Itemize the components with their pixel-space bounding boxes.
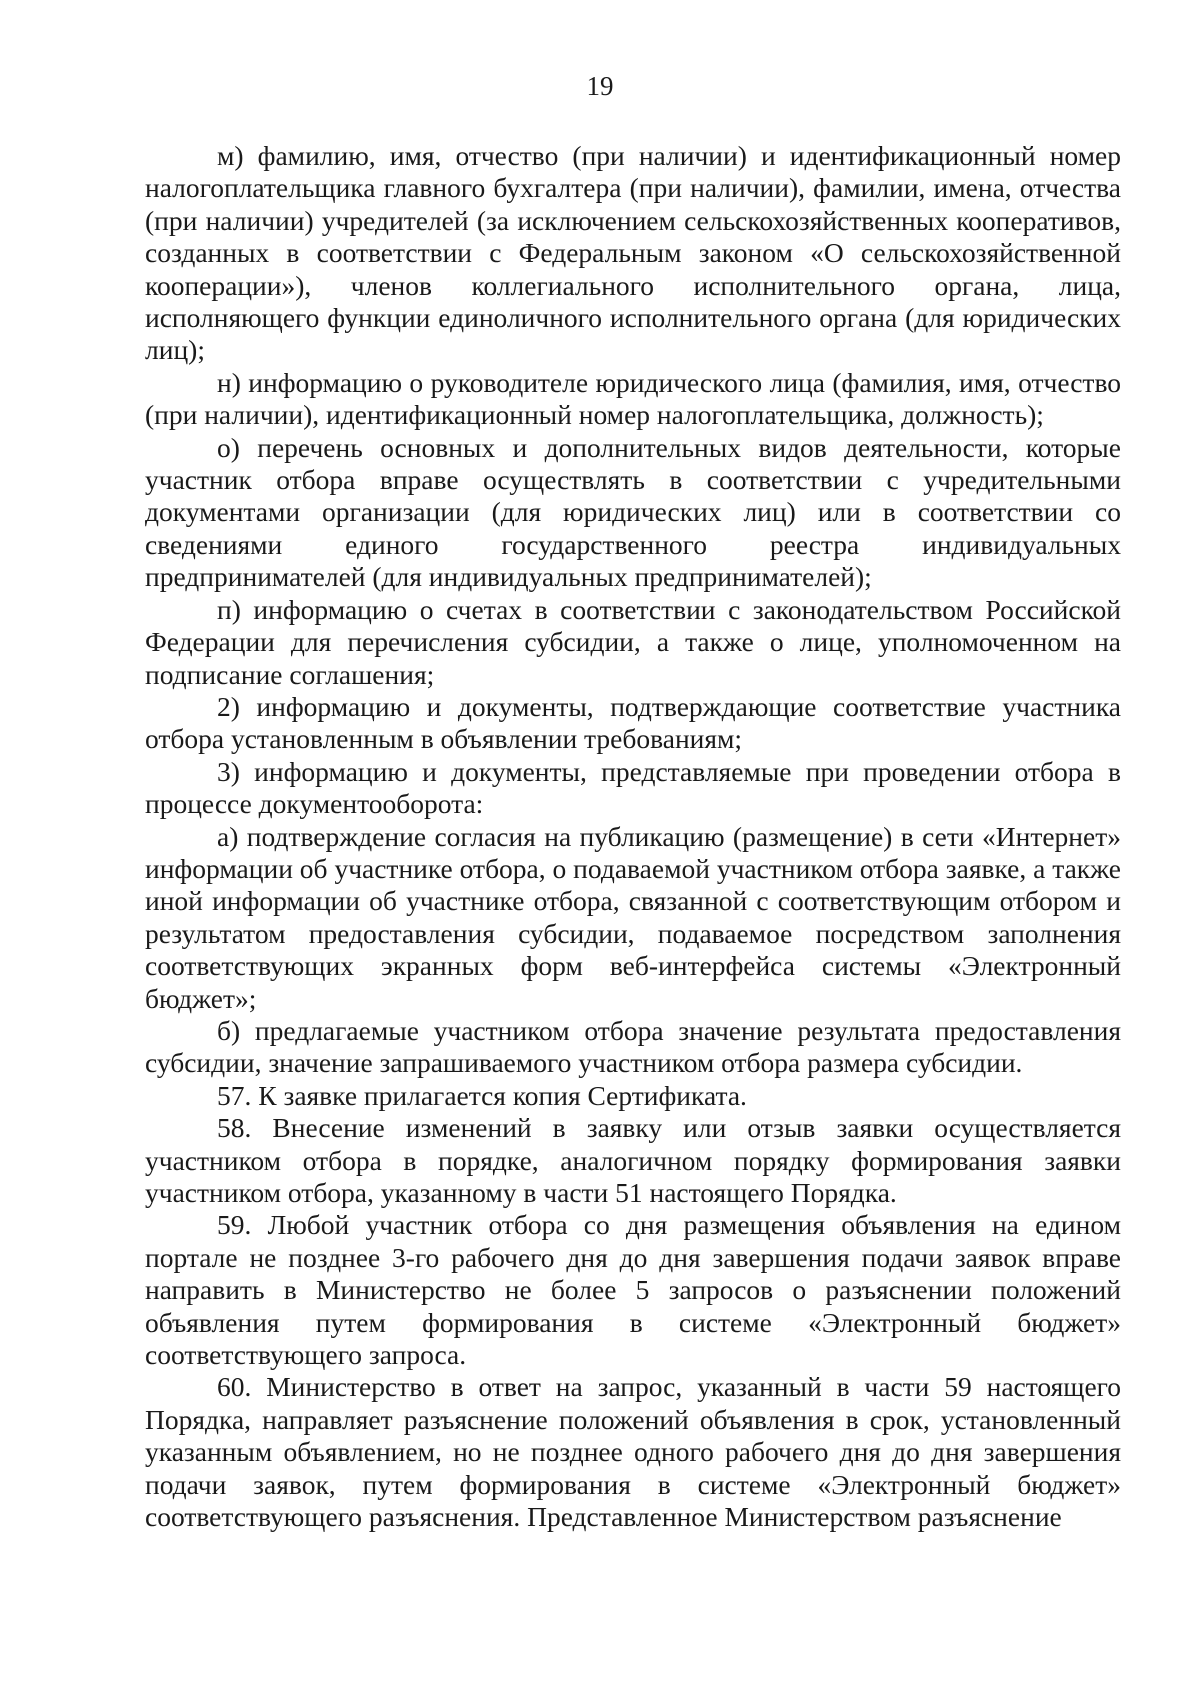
paragraph-58-application-changes: 58. Внесение изменений в заявку или отзыв заявки осуществляется участником отбора в порядке, аналогичном порядку формирования заявки участником отбора, указанному в части 51 настоящего Порядка. (145, 1112, 1121, 1208)
paragraph-n-head-of-legal-entity: н) информацию о руководителе юридического лица (фамилия, имя, отчество (при наличии), идентификационный номер налогоплательщика, должность); (145, 366, 1121, 431)
paragraph-60-ministry-response: 60. Министерство в ответ на запрос, указанный в части 59 настоящего Порядка, направляет разъяснение положений объявления в срок, установленный указанным объявлением, но не позднее одного рабочего дня до дня завершения подачи заявок, путем формирования в системе «Электронный бюджет» соответствующего разъяснения. Представленное Министерством разъяснение (145, 1371, 1121, 1533)
document-body (145, 140, 1121, 1533)
paragraph-3-workflow-documents: 3) информацию и документы, представляемые при проведении отбора в процессе документооборота: (145, 755, 1121, 820)
paragraph-59-clarification-requests: 59. Любой участник отбора со дня размещения объявления на едином портале не позднее 3-го рабочего дня до дня завершения подачи заявок вправе направить в Министерство не более 5 запросов о разъяснении положений объявления путем формирования в системе «Электронный бюджет» соответствующего запроса. (145, 1209, 1121, 1371)
paragraph-a-publication-consent: а) подтверждение согласия на публикацию (размещение) в сети «Интернет» информации об участнике отбора, о подаваемой участником отбора заявке, а также иной информации об участнике отбора, связанной с соответствующим отбором и результатом предоставления субсидии, подаваемое посредством заполнения соответствующих экранных форм веб-интерфейса системы «Электронный бюджет»; (145, 820, 1121, 1014)
paragraph-o-activity-types: о) перечень основных и дополнительных видов деятельности, которые участник отбора вправе осуществлять в соответствии с учредительными документами организации (для юридических лиц) или в соответствии со сведениями единого государственного реестра индивидуальных предпринимателей (для индивидуальных предпринимателей); (145, 431, 1121, 593)
paragraph-b-proposed-result: б) предлагаемые участником отбора значение результата предоставления субсидии, значение запрашиваемого участником отбора размера субсидии. (145, 1014, 1121, 1079)
paragraph-p-bank-accounts: п) информацию о счетах в соответствии с законодательством Российской Федерации для перечисления субсидии, а также о лице, уполномоченном на подписание соглашения; (145, 593, 1121, 690)
paragraph-2-compliance-documents: 2) информацию и документы, подтверждающие соответствие участника отбора установленным в объявлении требованиям; (145, 690, 1121, 755)
paragraph-57-certificate-copy: 57. К заявке прилагается копия Сертификата. (217, 1079, 747, 1111)
page-number: 19 (586, 71, 614, 101)
paragraph-m-chief-accountant-founders: м) фамилию, имя, отчество (при наличии) и идентификационный номер налогоплательщика главного бухгалтера (при наличии), фамилии, имена, отчества (при наличии) учредителей (за исключением сельскохозяйственных кооперативов, созданных в соответствии с Федеральным законом «О сельскохозяйственной кооперации»), членов коллегиального исполнительного органа, лица, исполняющего функции единоличного исполнительного органа (для юридических лиц); (145, 140, 1121, 366)
